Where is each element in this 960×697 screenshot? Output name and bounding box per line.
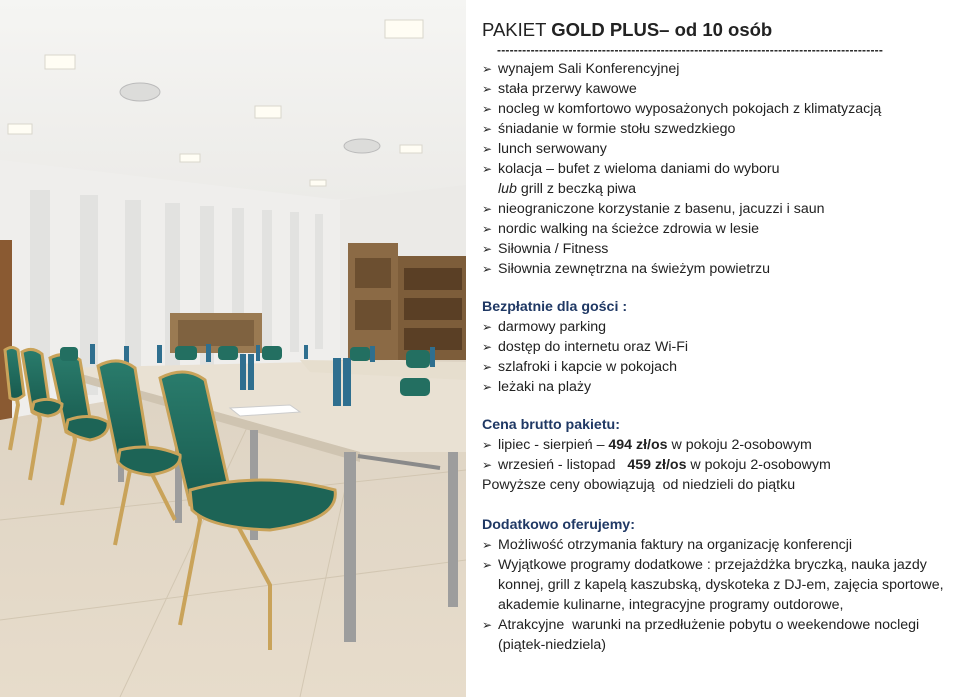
arrow-bullet-icon: ➢: [482, 222, 493, 236]
list-item: ➢ lunch serwowany: [482, 141, 607, 157]
price-row: ➢ lipiec - sierpień – 494 zł/os w pokoju 2-osobowym: [482, 437, 812, 453]
extra-offer-list: [482, 535, 952, 655]
arrow-bullet-icon: ➢: [482, 82, 493, 96]
title-prefix: PAKIET: [482, 19, 552, 40]
package-description: [482, 18, 952, 655]
package-items-list: [482, 59, 952, 179]
extra-offer-section: [482, 515, 952, 655]
arrow-bullet-icon: ➢: [482, 340, 493, 354]
list-item: ➢ dostęp do internetu oraz Wi-Fi: [482, 339, 689, 355]
extra-offer-heading: Dodatkowo oferujemy:: [482, 517, 635, 533]
arrow-bullet-icon: ➢: [482, 62, 493, 76]
price-note: Powyższe ceny obowiązują od niedzieli do piątku: [482, 477, 796, 493]
price-row: ➢ wrzesień - listopad 459 zł/os w pokoju 2-osobowym: [482, 457, 831, 473]
list-item: ➢ darmowy parking: [482, 319, 607, 335]
title-suffix: – od 10 osób: [659, 19, 773, 40]
list-item: ➢ śniadanie w formie stołu szwedzkiego: [482, 121, 736, 137]
price-list: [482, 435, 952, 475]
list-item: ➢ stała przerwy kawowe: [482, 81, 637, 97]
separator-line: --------------------------------------------------------------------------------------------: [497, 43, 884, 57]
arrow-bullet-icon: ➢: [482, 102, 493, 116]
arrow-bullet-icon: ➢: [482, 380, 493, 394]
arrow-bullet-icon: ➢: [482, 262, 493, 276]
list-item: ➢ leżaki na plaży: [482, 379, 592, 395]
arrow-bullet-icon: ➢: [482, 122, 493, 136]
arrow-bullet-icon: ➢: [482, 438, 493, 452]
list-item: ➢ nieograniczone korzystanie z basenu, jacuzzi i saun: [482, 201, 825, 217]
list-item: ➢ szlafroki i kapcie w pokojach: [482, 359, 677, 375]
arrow-bullet-icon: ➢: [482, 538, 493, 552]
dinner-alternative: lub grill z beczką piwa: [498, 181, 637, 197]
conference-room-photo: [0, 0, 466, 697]
price-section: [482, 415, 952, 495]
arrow-bullet-icon: ➢: [482, 320, 493, 334]
arrow-bullet-icon: ➢: [482, 162, 493, 176]
arrow-bullet-icon: ➢: [482, 458, 493, 472]
list-item: ➢ Możliwość otrzymania faktury na organizację konferencji: [482, 537, 853, 553]
title-package-name: GOLD PLUS: [551, 19, 660, 40]
page-title: [482, 18, 952, 42]
free-amenities-list: [482, 317, 952, 397]
list-item: ➢ nocleg w komfortowo wyposażonych pokojach z klimatyzacją: [482, 101, 882, 117]
arrow-bullet-icon: ➢: [482, 142, 493, 156]
free-amenities-section: [482, 297, 952, 397]
list-item: ➢ nordic walking na ścieżce zdrowia w lesie: [482, 221, 760, 237]
arrow-bullet-icon: ➢: [482, 242, 493, 256]
list-item: ➢ kolacja – bufet z wieloma daniami do wyboru: [482, 161, 780, 177]
arrow-bullet-icon: ➢: [482, 360, 493, 374]
arrow-bullet-icon: ➢: [482, 202, 493, 216]
list-item: ➢ Atrakcyjne warunki na przedłużenie pobytu o weekendowe noclegi (piątek-niedziela): [482, 617, 924, 653]
list-item: ➢ Wyjątkowe programy dodatkowe : przejażdżka bryczką, nauka jazdy konnej, grill z kapelą kaszubską, dyskoteka z DJ-em, zajęcia sportowe, akademie kulinarne, integracyjne programy outdorowe,: [482, 557, 944, 613]
package-items-list-2: [482, 199, 952, 279]
price-heading: Cena brutto pakietu:: [482, 417, 620, 433]
list-item: ➢ Siłownia zewnętrzna na świeżym powietrzu: [482, 261, 771, 277]
arrow-bullet-icon: ➢: [482, 618, 493, 632]
list-item: ➢ Siłownia / Fitness: [482, 241, 609, 257]
free-amenities-heading: Bezpłatnie dla gości :: [482, 299, 628, 315]
arrow-bullet-icon: ➢: [482, 558, 493, 572]
list-item: ➢ wynajem Sali Konferencyjnej: [482, 61, 680, 77]
